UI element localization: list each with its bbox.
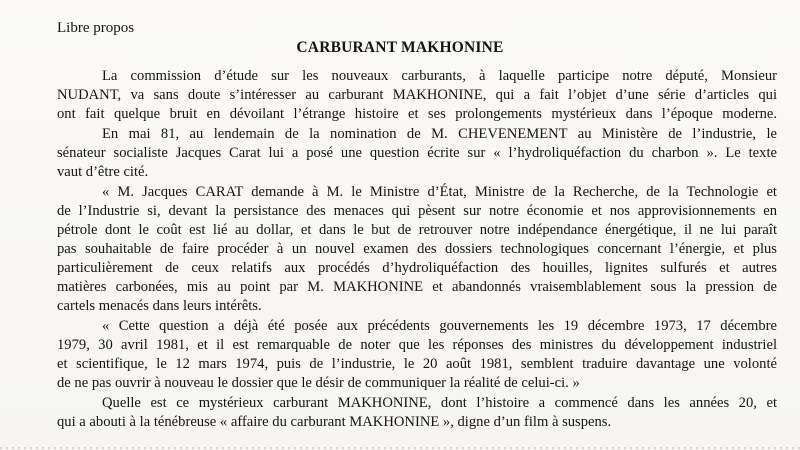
text-line: La commission d’étude sur les nouveaux carburants, à laquelle participe notre député, Monsieur [102, 68, 777, 84]
text-line: sénateur socialiste Jacques Carat lui a posé une question écrite sur « l’hydroliquéfaction du charbon ». Le texte [57, 145, 777, 161]
text-line: vaut d’être cité. [57, 164, 149, 180]
text-line: pas souhaitable de faire procéder à un nouvel examen des dossiers technologiques concernant l’énergie, et plus [57, 241, 777, 257]
text-line: de ne pas ouvrir à nouveau le dossier que le désir de communiquer la réalité de celui-ci. » [57, 375, 580, 391]
text-line: ont fait quelque bruit en dévoilant l’étrange histoire et ses prolongements mystérieux dans l’époque moderne. [57, 106, 777, 122]
text-line: de l’Industrie si, devant la persistance des menaces qui pèsent sur notre économie et nos approvisionnements en [57, 203, 777, 219]
text-line: particulièrement de ceux relatifs aux procédés d’hydroliquéfaction des houilles, lignites sulfurés et autres [57, 260, 777, 276]
text-line: Quelle est ce mystérieux carburant MAKHONINE, dont l’histoire a commencé dans les années 20, et [102, 395, 777, 411]
text-line: qui a abouti à la ténébreuse « affaire du carburant MAKHONINE », digne d’un film à suspens. [57, 414, 612, 430]
text-line: cartels menacés dans leurs intérêts. [57, 298, 262, 314]
text-line: En mai 81, au lendemain de la nomination de M. CHEVENEMENT au Ministère de l’industrie, le [102, 126, 777, 142]
text-line: pétrole dont le coût est lié au dollar, et dans le but de retrouver notre indépendance énergétique, il ne lui paraît [57, 222, 777, 238]
text-line: matières carbonées, mis au point par M. MAKHONINE et abandonnés vraisemblablement sous la pression de [57, 279, 777, 295]
bottom-dotted-rule [0, 447, 800, 449]
text-line: NUDANT, va sans doute s’intéresser au carburant MAKHONINE, qui a fait l’objet d’une série d’articles qui [57, 87, 777, 103]
text-line: 1979, 30 avril 1981, et il est remarquable de noter que les réponses des ministres du développement industriel [57, 337, 777, 353]
article-title: CARBURANT MAKHONINE [296, 39, 504, 56]
text-line: « Cette question a déjà été posée aux précédents gouvernements les 19 décembre 1973, 17 décembre [102, 318, 777, 334]
text-line: « M. Jacques CARAT demande à M. le Ministre d’État, Ministre de la Recherche, de la Technologie et [102, 184, 777, 200]
text-line: et scientifique, le 12 mars 1974, puis de l’industrie, le 20 août 1981, semblent traduire davantage une volonté [57, 356, 777, 372]
section-label: Libre propos [57, 20, 135, 36]
